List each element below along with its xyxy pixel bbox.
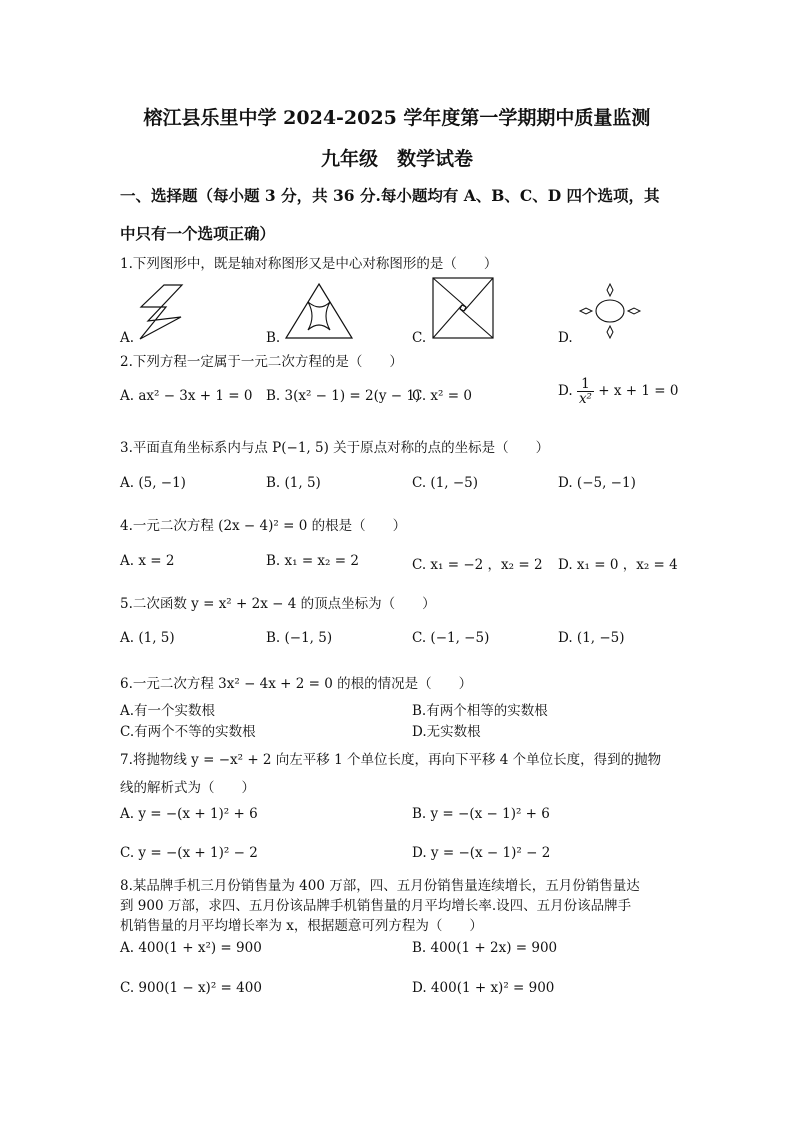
q4-option-d: D. x₁ = 0 ，x₂ = 4 [558,557,678,573]
q1-option-c: C. [412,330,427,346]
question-1-stem: 1.下列图形中，既是轴对称图形又是中心对称图形的是（ ） [120,256,498,272]
q2-option-a: A. ax² − 3x + 1 = 0 [120,388,253,404]
question-8-stem-line2: 到 900 万部，求四、五月份该品牌手机销售量的月平均增长率.设四、五月份该品牌手 [120,898,632,914]
q7-option-c: C. y = −(x + 1)² − 2 [120,845,258,861]
q4-option-c: C. x₁ = −2 ，x₂ = 2 [412,557,543,573]
question-7-stem-line1: 7.将抛物线 y = −x² + 2 向左平移 1 个单位长度，再向下平移 4 个单位长度，得到的抛物 [120,752,662,768]
fraction-denominator: x² [578,391,592,408]
question-2-stem: 2.下列方程一定属于一元二次方程的是（ ） [120,354,403,370]
figure-c-square-pinwheel-icon [432,277,494,339]
page-title: 榕江县乐里中学 2024-2025 学年度第一学期期中质量监测 [143,107,651,129]
question-8-stem-line3: 机销售量的月平均增长率为 x，根据题意可列方程为（ ） [120,918,483,934]
q1-option-b: B. [266,330,281,346]
q5-option-b: B. (−1, 5) [266,630,333,646]
q2-option-b: B. 3(x² − 1) = 2(y − 1) [266,388,421,404]
q7-option-b: B. y = −(x − 1)² + 6 [412,806,550,822]
section-heading-line1: 一、选择题（每小题 3 分，共 36 分.每小题均有 A、B、C、D 四个选项，其 [120,186,660,205]
figure-a-zigzag-icon [138,283,184,341]
q8-option-b: B. 400(1 + 2x) = 900 [412,940,558,956]
q7-option-d: D. y = −(x − 1)² − 2 [412,845,551,861]
fraction-numerator: 1 [577,377,594,392]
q5-option-c: C. (−1, −5) [412,630,490,646]
q6-option-b: B.有两个相等的实数根 [412,703,548,719]
question-7-stem-line2: 线的解析式为（ ） [120,780,255,796]
q8-option-a: A. 400(1 + x²) = 900 [120,940,262,956]
q2-option-d-rest: + x + 1 = 0 [598,383,679,400]
q2-option-d-prefix: D. [558,383,573,400]
question-8-stem-line1: 8.某品牌手机三月份销售量为 400 万部，四、五月份销售量连续增长，五月份销售量达 [120,878,640,894]
q3-option-c: C. (1, −5) [412,475,479,491]
page-subtitle: 九年级 数学试卷 [320,148,473,170]
q4-option-a: A. x = 2 [120,553,175,569]
q8-option-c: C. 900(1 − x)² = 400 [120,980,262,996]
section-heading-line2: 中只有一个选项正确） [120,224,276,243]
question-5-stem: 5.二次函数 y = x² + 2x − 4 的顶点坐标为（ ） [120,596,436,612]
question-4-stem: 4.一元二次方程 (2x − 4)² = 0 的根是（ ） [120,518,407,534]
q2-option-d [558,377,678,406]
figure-d-ellipse-diamonds-icon [578,282,642,340]
q6-option-d: D.无实数根 [412,724,481,740]
q8-option-d: D. 400(1 + x)² = 900 [412,980,555,996]
figure-b-triangle-icon [284,282,354,342]
q4-option-b: B. x₁ = x₂ = 2 [266,553,359,569]
q7-option-a: A. y = −(x + 1)² + 6 [120,806,258,822]
q1-option-a: A. [120,330,135,346]
q3-option-b: B. (1, 5) [266,475,321,491]
q3-option-a: A. (5, −1) [120,475,186,491]
q5-option-d: D. (1, −5) [558,630,625,646]
question-3-stem: 3.平面直角坐标系内与点 P(−1, 5) 关于原点对称的点的坐标是（ ） [120,440,550,456]
q2-option-c: C. x² = 0 [412,388,472,404]
q6-option-c: C.有两个不等的实数根 [120,724,256,740]
q3-option-d: D. (−5, −1) [558,475,636,491]
q5-option-a: A. (1, 5) [120,630,175,646]
q6-option-a: A.有一个实数根 [120,703,216,719]
q2-option-d-fraction [577,377,594,406]
q1-option-d: D. [558,330,573,346]
question-6-stem: 6.一元二次方程 3x² − 4x + 2 = 0 的根的情况是（ ） [120,676,473,692]
